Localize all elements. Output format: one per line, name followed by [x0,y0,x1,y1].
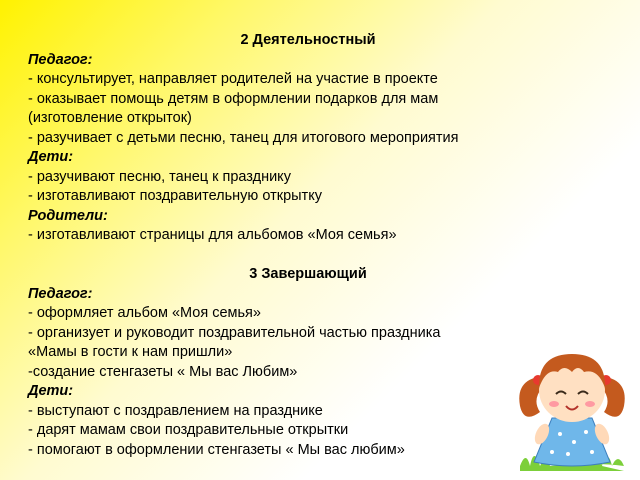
list-item: (изготовление открыток) [28,110,192,126]
stage3-teacher-label: Педагог: [28,285,93,302]
slide-content [28,31,588,460]
stage3-children-label: Дети: [28,383,74,399]
stage2-parents-label: Родители: [28,207,108,224]
list-item: - помогают в оформлении стенгазеты « Мы вас любим» [28,441,405,458]
stage2-children-label: Дети: [28,149,74,165]
list-item: - изготавливают страницы для альбомов «Моя семья» [28,227,397,243]
list-item: - дарят мамам свои поздравительные открытки [28,422,349,438]
list-item: -создание стенгазеты « Мы вас Любим» [28,363,298,380]
list-item: «Мамы в гости к нам пришли» [28,344,233,360]
stage2-title: 2 Деятельностный [240,32,376,48]
list-item: - оказывает помощь детям в оформлении подарков для мам [28,90,439,107]
list-item: - оформляет альбом «Моя семья» [28,305,261,321]
cartoon-girl-icon [512,338,632,473]
stage2-teacher-label: Педагог: [28,51,93,68]
list-item: - консультирует, направляет родителей на участие в проекте [28,71,438,87]
section-gap [28,246,588,266]
list-item: - разучивает с детьми песню, танец для итогового мероприятия [28,129,459,146]
stage3-title: 3 Завершающий [249,266,367,282]
list-item: - изготавливают поздравительную открытку [28,188,322,204]
list-item: - организует и руководит поздравительной частью праздника [28,324,441,341]
list-item: - выступают с поздравлением на празднике [28,402,323,419]
list-item: - разучивают песню, танец к празднику [28,168,291,185]
